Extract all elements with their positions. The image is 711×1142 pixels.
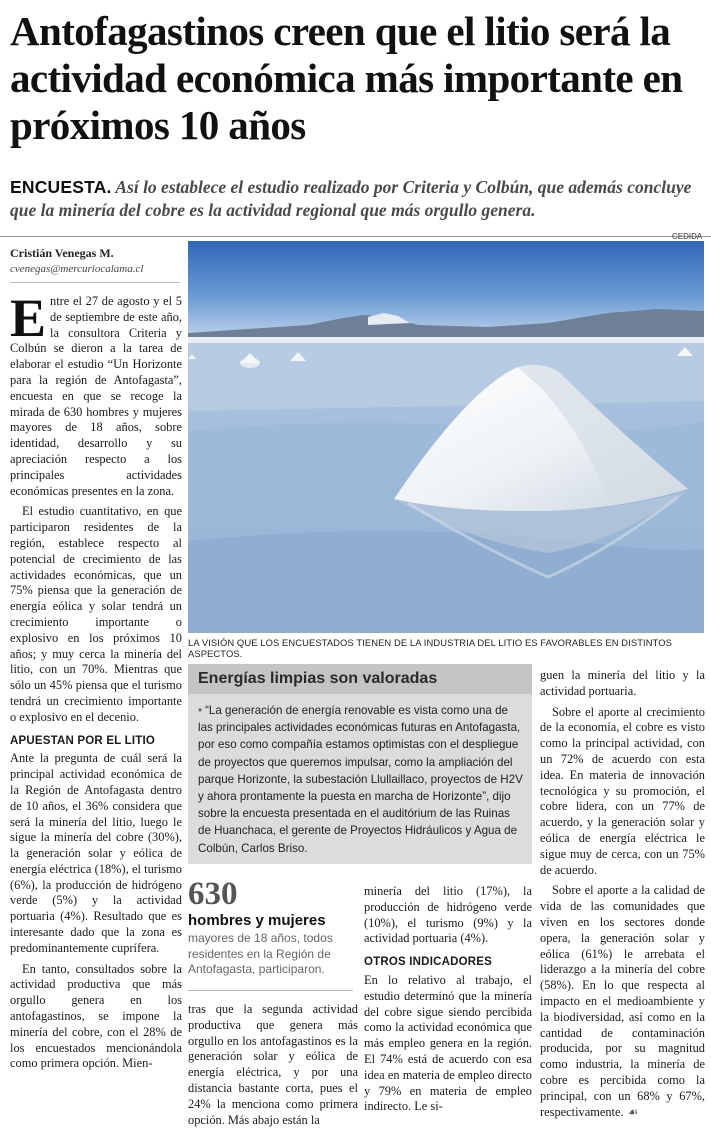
- stat-description: mayores de 18 años, todos residentes en la Región de Antofagasta, participaron.: [188, 931, 333, 976]
- salt-flat-photo: [188, 241, 704, 633]
- photo-caption: LA VISIÓN QUE LOS ENCUESTADOS TIENEN DE LA INDUSTRIA DEL LITIO ES FAVORABLES EN DISTINTOS ASPECTOS.: [188, 637, 673, 659]
- body-paragraph: minería del litio (17%), la producción de hidrógeno verde (10%), el turismo (9%) y la actividad portuaria (4%).: [364, 884, 532, 946]
- body-column-4: [540, 668, 705, 1125]
- salt-pile-illustration: [188, 241, 704, 633]
- body-paragraph-text: Sobre el aporte a la calidad de vida de las comunidades que viven en los sectores donde opera, la generación solar y eólica (61%) le arrebata el liderazgo a la minería del cobre (58%). En lo que respecta al impacto en el medioambiente y la biodiversidad, así como en la cantidad de contaminación producida, por su magnitud como industria, la minería de cobre es percibida como la principal, con un 68% y 67%, respectivamente.: [540, 883, 705, 1119]
- byline-email[interactable]: cvenegas@mercuriocalama.cl: [10, 263, 144, 275]
- byline-divider: [10, 282, 180, 283]
- dropcap: E: [10, 288, 47, 348]
- subhead-indicadores: OTROS INDICADORES: [364, 956, 492, 969]
- body-paragraph: [540, 883, 705, 1120]
- body-paragraph: Ante la pregunta de cuál será la principal actividad económica de la Región de Antofagasta dentro de 10 años, el 36% considera que será la minería del litio, luego le sigue la minería del cobre (30%), la generación solar y eólica de energía eléctrica (18%), el turismo (6%), la producción de hidrógeno verde (5%) y la actividad portuaria (4%). Resultado que es interesante dado que la zona es predominantemente cuprífera.: [10, 751, 182, 955]
- stat-title: hombres y mujeres: [188, 912, 326, 929]
- deck-kicker: ENCUESTA.: [10, 177, 112, 197]
- end-mark-icon: ☙: [627, 1104, 639, 1119]
- photo-credit: CEDIDA: [672, 232, 703, 241]
- headline: Antofagastinos creen que el litio será la actividad económica más importante en próximos 10 años: [10, 8, 683, 148]
- body-column-2: [188, 1002, 358, 1133]
- sidebar-quote: [198, 702, 524, 857]
- body-column-1: [10, 288, 182, 1077]
- section-rule: [0, 236, 711, 237]
- sidebar-quote-text: “La generación de energía renovable es vista como una de las principales actividades económicas futuras en Antofagasta, por eso como compañía estamos optimistas con el despliegue de proyectos que queremos impulsar, como la ampliación del parque Horizonte, la subestación Llullaillaco, proyectos de H2V y ahora prontamente la puesta en marcha de Horizonte”, dijo sobre la encuesta presentada en el auditórium de las Ruinas de Huanchaca, el gerente de Proyectos Hidráulicos y Agua de Colbún, Carlos Briso.: [198, 704, 523, 855]
- body-column-3: [364, 884, 532, 1120]
- subhead-litio: APUESTAN POR EL LITIO: [10, 734, 155, 747]
- body-paragraph: Sobre el aporte al crecimiento de la economía, el cobre es visto como la principal actividad, con un 72% de acuerdo con esta idea. En materia de innovación tecnológica y su promoción, el cobre lidera, con un 77% de acuerdo, y la generación solar y eólica de energía eléctrica le sigue muy de cerca, con un 75% de acuerdo.: [540, 704, 705, 877]
- body-paragraph: guen la minería del litio y la actividad portuaria.: [540, 668, 705, 698]
- body-paragraph: ntre el 27 de agosto y el 5 de septiembre de este año, la consultora Criteria y Colbún se dieron a la tarea de elaborar el estudio “Un Horizonte para la región de Antofagasta”, encuesta en que se recoge la mirada de 630 hombres y mujeres mayores de 18 años, sobre identidad, desarrollo y su apreciación respecto a los principales actividades económicas presentes en la zona.: [10, 294, 182, 498]
- byline-author: Cristián Venegas M.: [10, 246, 114, 260]
- bullet-icon: •: [198, 704, 203, 717]
- body-paragraph: tras que la segunda actividad productiva que genera más orgullo en los antofagastinos es la generación solar y eólica de energía eléctrica, y por una distancia bastante corta, pues el 24% la menciona como primera opción. Más abajo están la: [188, 1002, 358, 1127]
- stat-number: 630: [188, 876, 238, 912]
- sidebar-title: Energías limpias son valoradas: [188, 664, 532, 694]
- body-paragraph: En lo relativo al trabajo, el estudio determinó que la minería del cobre sigue siendo percibida como la actividad económica que más empleo genera en la región. El 74% está de acuerdo con esa idea en materia de empleo directo y 79% en materia de empleo indirecto. Le si-: [364, 972, 532, 1114]
- deck: [10, 176, 705, 222]
- deck-text: Así lo establece el estudio realizado por Criteria y Colbún, que además concluye que la minería del cobre es la actividad regional que más orgullo genera.: [10, 177, 692, 220]
- body-paragraph: El estudio cuantitativo, en que participaron residentes de la región, establece respecto al potencial de crecimiento de las actividades económicas, que un 75% piensa que la generación de energía eólica y solar tendrá un crecimiento importante o explosivo en los próximos 10 años; y muy cerca la minería del litio, con un 70%. Mientras que sólo un 45% piensa que el turismo tendrá un crecimiento importante o explosivo en el decenio.: [10, 504, 182, 724]
- body-paragraph: En tanto, consultados sobre la actividad productiva que más orgullo genera en los antofagastinos, se impone la minería del cobre, con el 28% de los encuestados mencionándola como primera opción. Mien-: [10, 961, 182, 1071]
- stat-divider: [188, 990, 353, 991]
